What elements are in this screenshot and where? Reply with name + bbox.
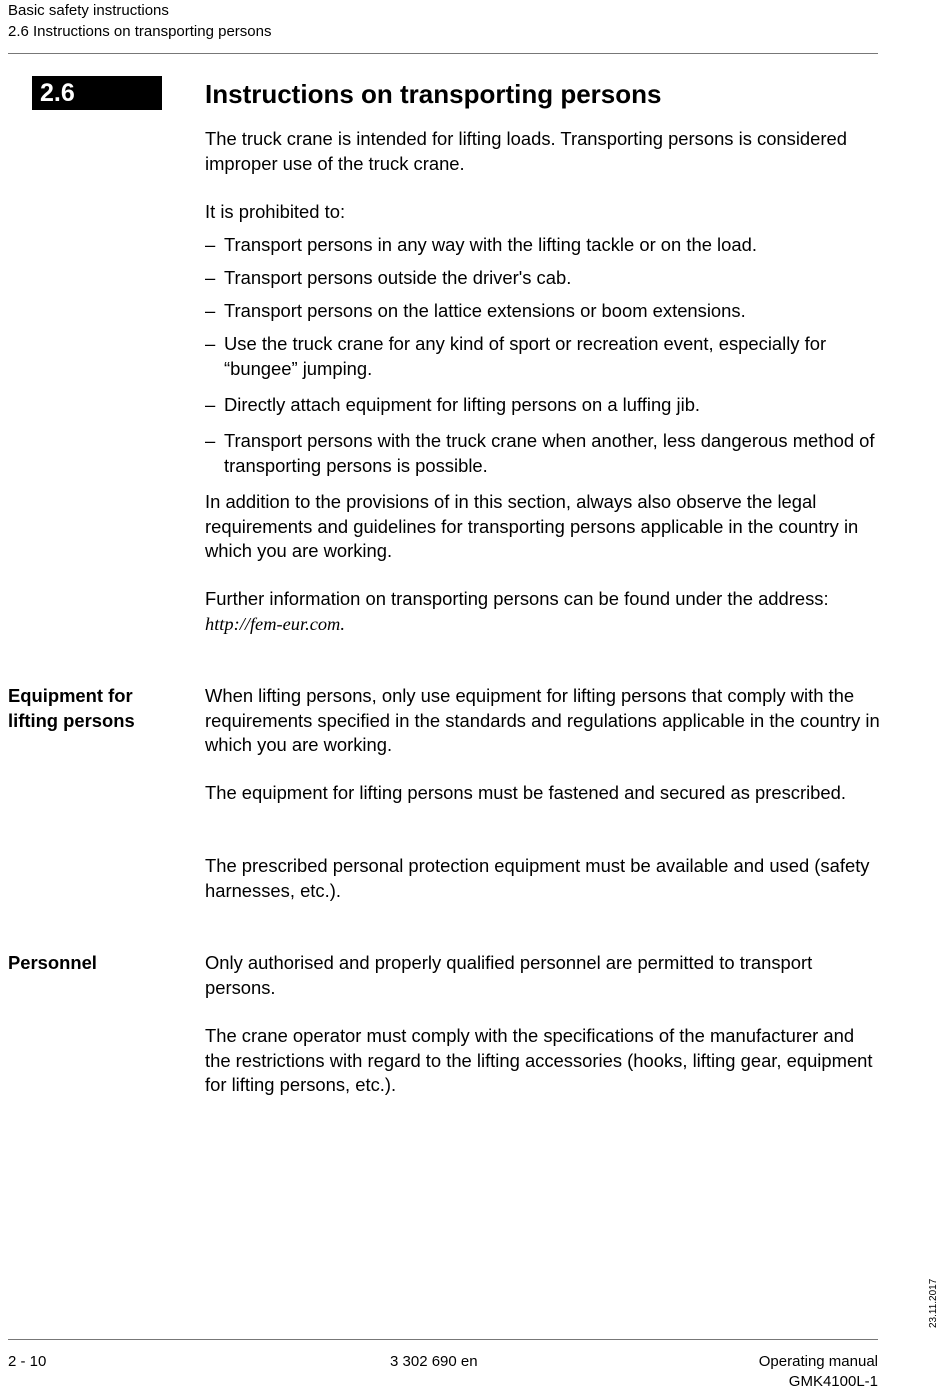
dash-bullet: –	[205, 300, 216, 321]
page-number: 2 - 10	[8, 1353, 47, 1370]
prohibited-item: – Use the truck crane for any kind of sport or recreation event, especially for “bungee” jumping.	[205, 333, 827, 379]
equipment-paragraph-2: The equipment for lifting persons must be fastened and secured as prescribed.	[205, 782, 846, 803]
fem-link[interactable]: http://fem-eur.com.	[205, 613, 345, 634]
footer-divider	[8, 1339, 878, 1340]
personnel-paragraph-2: The crane operator must comply with the specifications of the manufacturer and the restrictions with regard to the lifting accessories (hooks, lifting gear, equipment for lifting persons, etc.).	[205, 1025, 873, 1095]
equipment-paragraph-1: When lifting persons, only use equipment for lifting persons that comply with the requirements specified in the standards and regulations applicable in the country in which you are working.	[205, 685, 880, 755]
intro-paragraph-1: The truck crane is intended for lifting loads. Transporting persons is considered improper use of the truck crane.	[205, 128, 847, 174]
header-section: 2.6 Instructions on transporting persons	[8, 23, 272, 40]
dash-bullet: –	[205, 394, 216, 415]
equipment-paragraph-3: The prescribed personal protection equipment must be available and used (safety harnesses, etc.).	[205, 855, 870, 901]
prohibited-item: – Directly attach equipment for lifting persons on a luffing jib.	[205, 393, 880, 418]
prohibited-item: – Transport persons in any way with the lifting tackle or on the load.	[205, 233, 880, 258]
dash-bullet: –	[205, 333, 216, 354]
dash-bullet: –	[205, 430, 216, 451]
prohibited-item: – Transport persons on the lattice extensions or boom extensions.	[205, 299, 880, 324]
prohibited-item: – Transport persons outside the driver's cab.	[205, 266, 880, 291]
manual-title: Operating manual	[758, 1353, 878, 1370]
date-stamp: 23.11.2017	[928, 1278, 939, 1328]
personnel-heading: Personnel	[8, 952, 97, 973]
intro-paragraph-2: It is prohibited to:	[205, 201, 346, 222]
legal-requirements-paragraph: In addition to the provisions of in this section, always also observe the legal requirements and guidelines for transporting persons applicable in the country in which you are working.	[205, 491, 859, 561]
section-number: 2.6	[32, 76, 162, 110]
equipment-heading: Equipment for lifting persons	[8, 685, 135, 731]
section-title: Instructions on transporting persons	[205, 79, 662, 109]
document-number: 3 302 690 en	[390, 1353, 478, 1370]
header-chapter: Basic safety instructions	[8, 2, 169, 19]
model-name: GMK4100L-1	[788, 1373, 878, 1390]
personnel-paragraph-1: Only authorised and properly qualified personnel are permitted to transport persons.	[205, 952, 813, 998]
dash-bullet: –	[205, 267, 216, 288]
further-info-paragraph: Further information on transporting persons can be found under the address: http://fem-eur.com.	[205, 588, 829, 634]
header-divider	[8, 53, 878, 54]
prohibited-item: – Transport persons with the truck crane when another, less dangerous method of transporting persons is possible.	[205, 430, 875, 476]
dash-bullet: –	[205, 234, 216, 255]
